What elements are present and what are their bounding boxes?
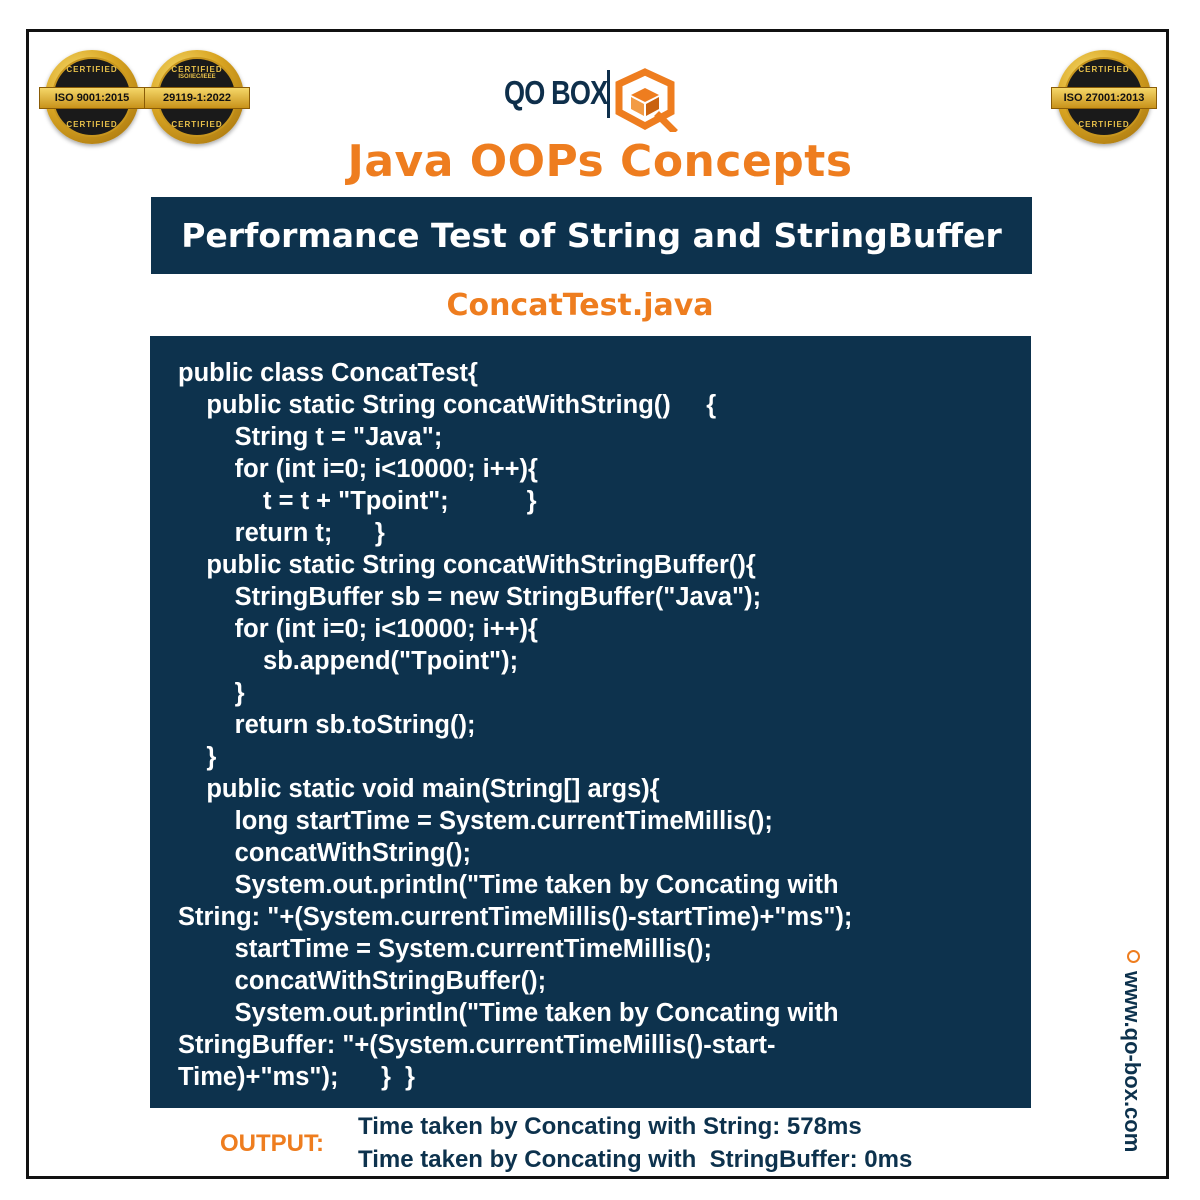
code-line: startTime = System.currentTimeMillis(); xyxy=(178,935,713,963)
website-text: www.qo-box.com xyxy=(1120,971,1145,1153)
badge-bottom-text: CERTIFIED xyxy=(171,120,223,129)
code-line: long startTime = System.currentTimeMillis(); xyxy=(178,807,773,835)
website-url xyxy=(1119,950,1145,1152)
code-line: sb.append("Tpoint"); xyxy=(178,647,519,675)
code-line: } xyxy=(178,679,245,707)
code-line: String t = "Java"; xyxy=(178,423,443,451)
page-title: Java OOPs Concepts xyxy=(347,136,853,187)
badge-label: 29119-1:2022 xyxy=(144,87,250,109)
code-line: concatWithString(); xyxy=(178,839,472,867)
logo-divider xyxy=(607,70,610,118)
code-line: System.out.println("Time taken by Concating with xyxy=(178,871,839,899)
file-name: ConcatTest.java xyxy=(446,288,714,323)
code-line: Time)+"ms"); } } xyxy=(178,1063,415,1091)
code-line: StringBuffer sb = new StringBuffer("Java"); xyxy=(178,583,762,611)
badge-bottom-text: CERTIFIED xyxy=(1078,120,1130,129)
code-line: concatWithStringBuffer(); xyxy=(178,967,547,995)
badge-label: ISO 27001:2013 xyxy=(1051,87,1157,109)
code-line: } xyxy=(178,743,217,771)
code-line: public static String concatWithString() { xyxy=(178,391,717,419)
code-line: t = t + "Tpoint"; } xyxy=(178,487,537,515)
output-line-stringbuffer: Time taken by Concating with StringBuffer: 0ms xyxy=(358,1146,913,1173)
code-line: for (int i=0; i<10000; i++){ xyxy=(178,615,538,643)
code-line: String: "+(System.currentTimeMillis()-startTime)+"ms"); xyxy=(178,903,853,931)
code-line: StringBuffer: "+(System.currentTimeMillis()-start- xyxy=(178,1031,776,1059)
code-line: public static String concatWithStringBuffer(){ xyxy=(178,551,756,579)
badge-top-text: CERTIFIED xyxy=(66,65,118,74)
logo-q-cube-icon xyxy=(615,68,679,132)
output-line-string: Time taken by Concating with String: 578ms xyxy=(358,1113,862,1140)
code-block xyxy=(150,336,1031,1108)
badge-top-text: CERTIFIED xyxy=(1078,65,1130,74)
globe-icon xyxy=(1127,950,1140,963)
badge-top-text: CERTIFIED xyxy=(171,65,223,74)
subtitle-banner: Performance Test of String and StringBuffer xyxy=(151,197,1032,274)
code-line: return sb.toString(); xyxy=(178,711,476,739)
iso-9001-badge xyxy=(45,50,139,144)
output-label: OUTPUT: xyxy=(220,1130,324,1157)
code-line: public static void main(String[] args){ xyxy=(178,775,660,803)
code-line: public class ConcatTest{ xyxy=(178,359,478,387)
code-line: for (int i=0; i<10000; i++){ xyxy=(178,455,538,483)
badge-bottom-text: CERTIFIED xyxy=(66,120,118,129)
qobox-logo xyxy=(500,60,700,130)
code-line: System.out.println("Time taken by Concating with xyxy=(178,999,839,1027)
code-line: return t; } xyxy=(178,519,385,547)
badge-label: ISO 9001:2015 xyxy=(39,87,145,109)
badge-standard-text: ISO/IEC/IEEE xyxy=(178,74,216,80)
logo-text: QO BOX xyxy=(504,74,608,111)
iso-27001-badge xyxy=(1057,50,1151,144)
iso-29119-badge xyxy=(150,50,244,144)
